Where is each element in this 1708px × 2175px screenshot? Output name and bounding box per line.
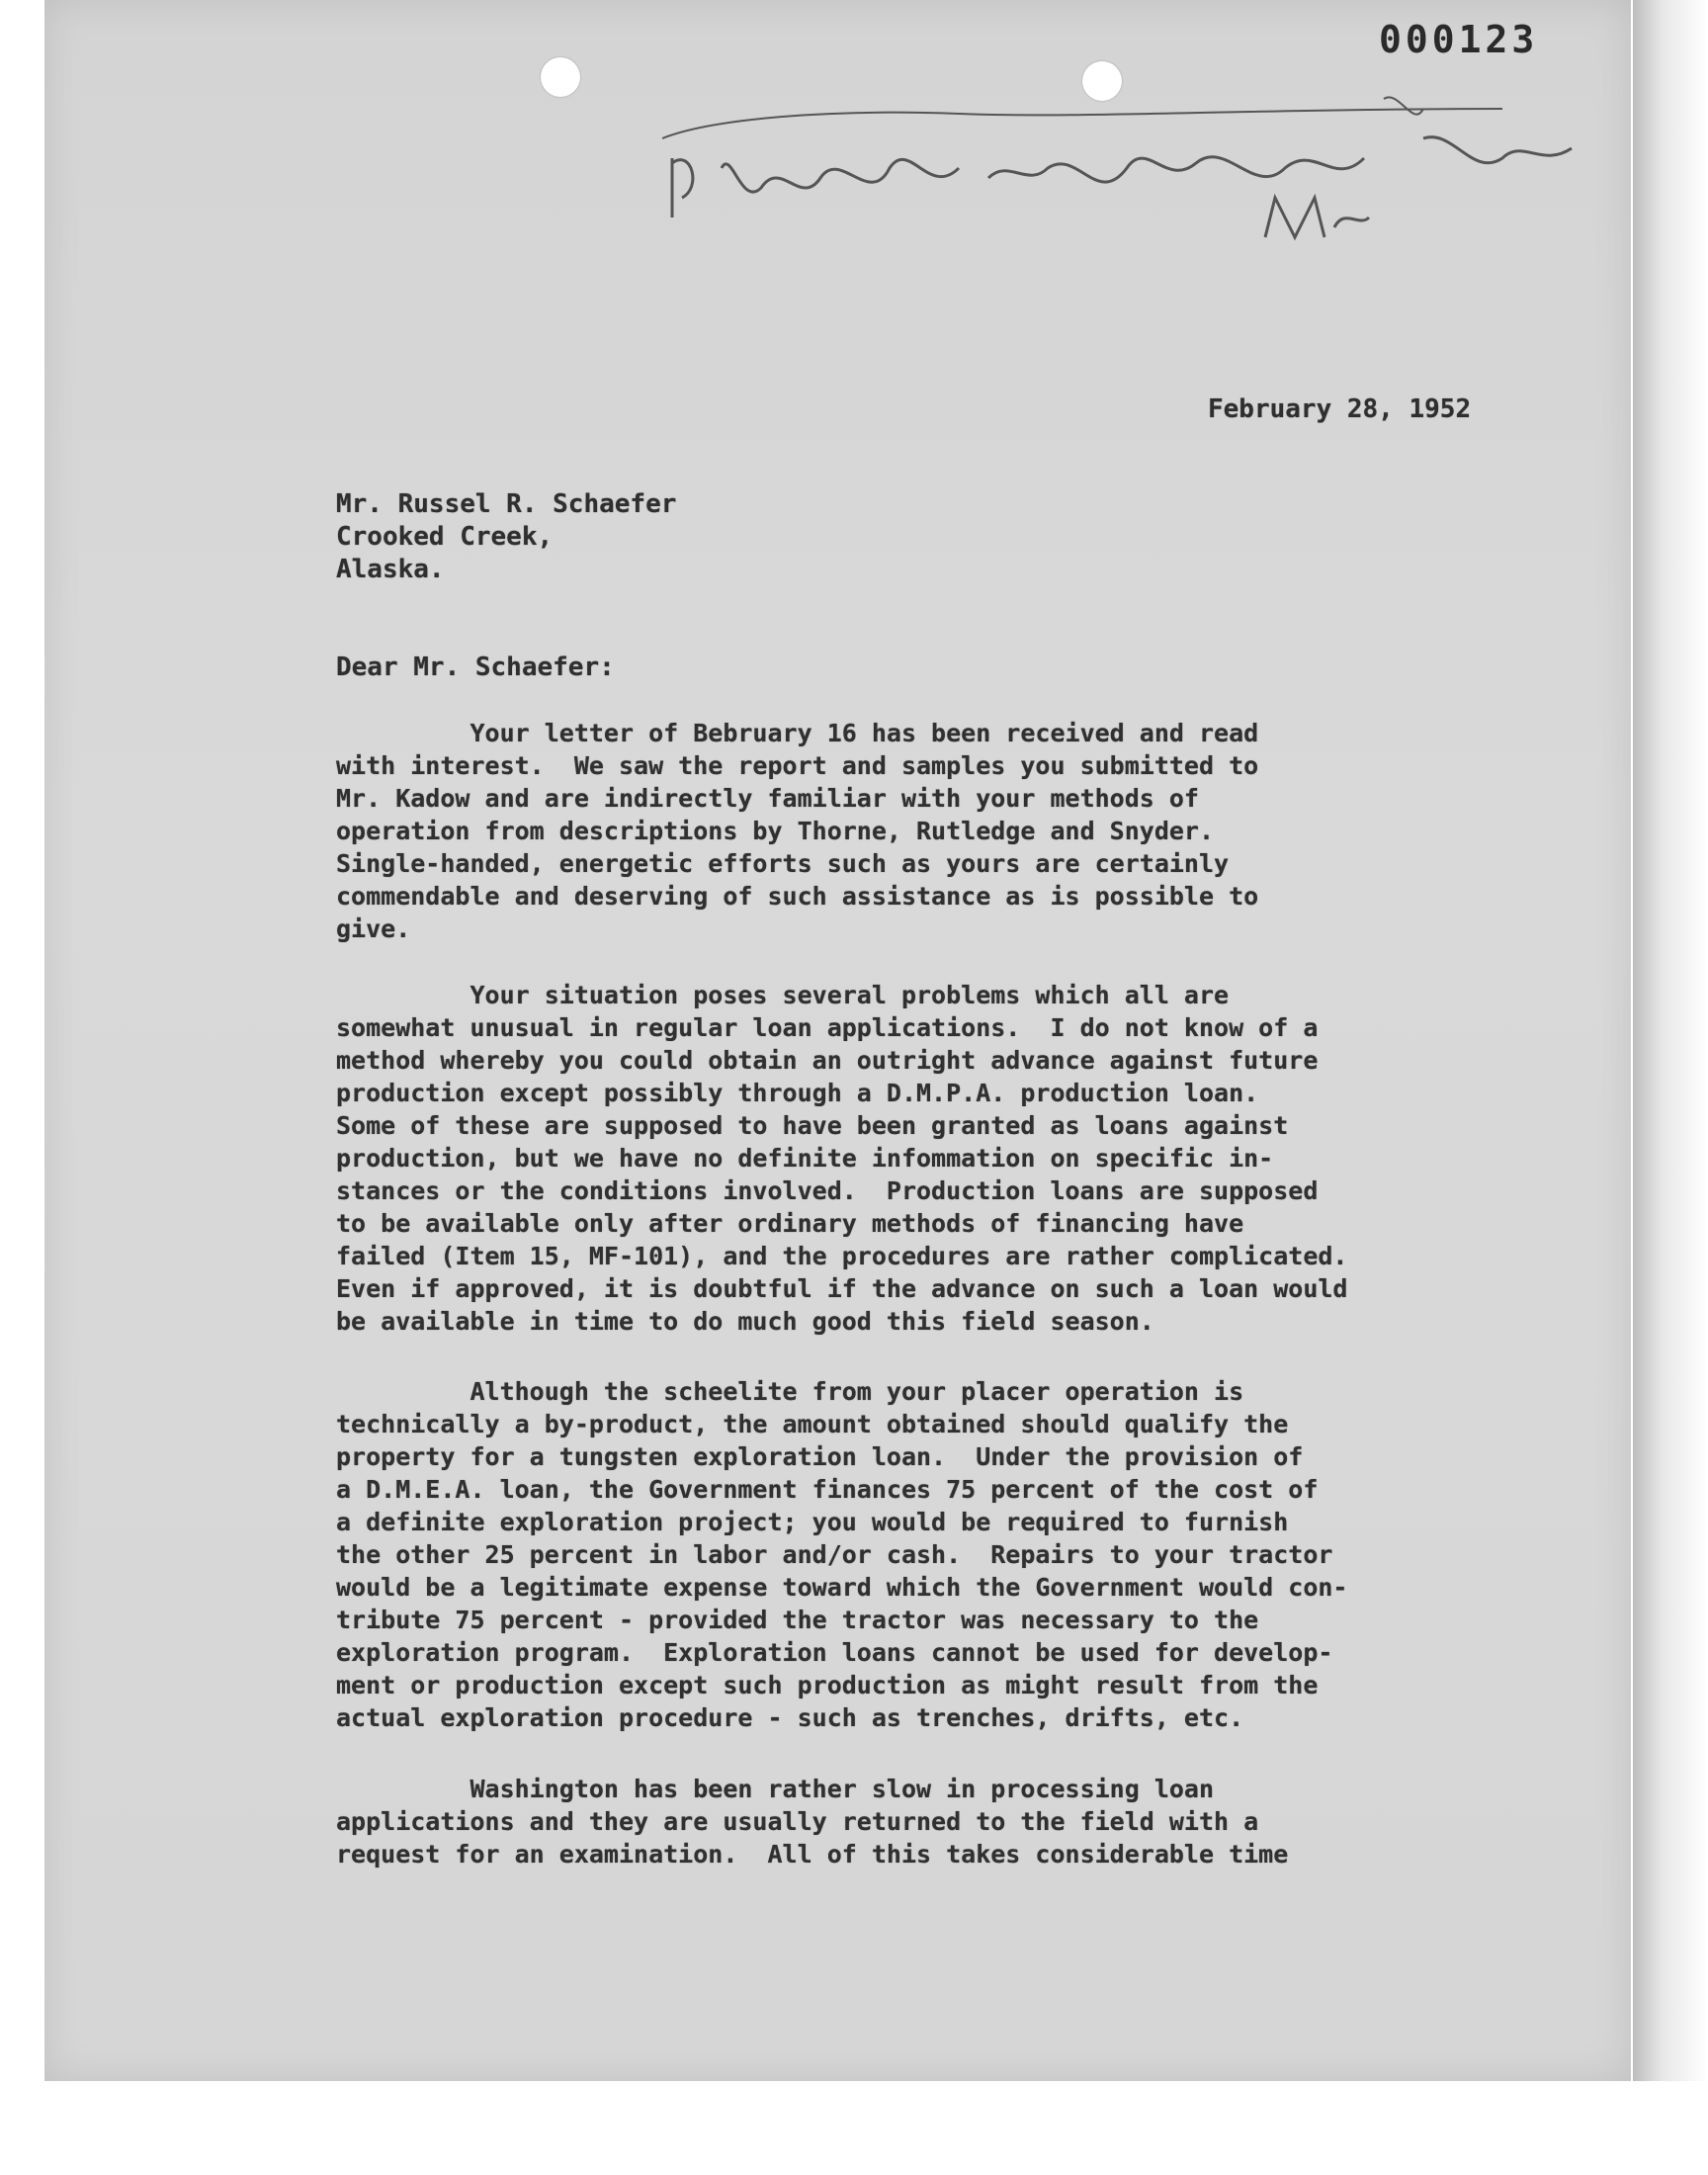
salutation: Dear Mr. Schaefer: [336,652,615,682]
text-line: somewhat unusual in regular loan applications. I do not know of a [336,1013,1319,1042]
text-line: Some of these are supposed to have been granted as loans against [336,1111,1289,1140]
document-number-stamp: 000123 [1379,18,1539,61]
page-edge-shadow [1633,0,1708,2081]
text-line: failed (Item 15, MF-101), and the procedures are rather complicated. [336,1242,1348,1270]
text-line: ment or production except such production as might result from the [336,1671,1319,1699]
text-line: Single-handed, energetic efforts such as yours are certainly [336,849,1230,878]
text-line: Mr. Kadow and are indirectly familiar with your methods of [336,784,1199,813]
punch-hole-left [541,57,580,97]
handwritten-annotation [633,69,1601,277]
text-line: a definite exploration project; you would be required to furnish [336,1508,1289,1536]
paragraph-2 [336,979,1463,1338]
text-line: production except possibly through a D.M.P.A. production loan. [336,1079,1259,1107]
text-line: Although the scheelite from your placer operation is [336,1377,1244,1406]
text-line: Washington has been rather slow in processing loan [336,1775,1215,1803]
text-line: method whereby you could obtain an outright advance against future [336,1046,1319,1075]
text-line: actual exploration procedure - such as trenches, drifts, etc. [336,1703,1244,1732]
paragraph-1 [336,717,1463,945]
text-line: stances or the conditions involved. Production loans are supposed [336,1176,1319,1205]
text-line: the other 25 percent in labor and/or cash. Repairs to your tractor [336,1540,1333,1569]
recipient-address-line: Alaska. [336,555,445,584]
text-line: give. [336,914,411,943]
text-line: tribute 75 percent - provided the tractor was necessary to the [336,1606,1259,1634]
paragraph-3 [336,1375,1463,1734]
letter-date: February 28, 1952 [1208,394,1472,424]
text-line: technically a by-product, the amount obtained should qualify the [336,1410,1289,1438]
text-line: Your letter of Bebruary 16 has been received and read [336,719,1259,747]
text-line: a D.M.E.A. loan, the Government finances 75 percent of the cost of [336,1475,1319,1504]
text-line: be available in time to do much good this field season. [336,1307,1154,1336]
text-line: operation from descriptions by Thorne, Rutledge and Snyder. [336,817,1215,845]
text-line: exploration program. Exploration loans cannot be used for develop- [336,1638,1333,1667]
text-line: would be a legitimate expense toward which the Government would con- [336,1573,1348,1602]
text-line: request for an examination. All of this takes considerable time [336,1840,1289,1869]
recipient-name: Mr. Russel R. Schaefer [336,489,677,519]
text-line: production, but we have no definite infommation on specific in- [336,1144,1274,1173]
text-line: property for a tungsten exploration loan. Under the provision of [336,1442,1304,1471]
text-line: Even if approved, it is doubtful if the advance on such a loan would [336,1274,1348,1303]
recipient-address-line: Crooked Creek, [336,522,554,552]
text-line: applications and they are usually returned to the field with a [336,1807,1259,1836]
scan-margin [0,2081,1708,2175]
text-line: with interest. We saw the report and samples you submitted to [336,751,1259,780]
paragraph-4 [336,1773,1463,1870]
text-line: to be available only after ordinary methods of financing have [336,1209,1244,1238]
text-line: commendable and deserving of such assistance as is possible to [336,882,1259,911]
text-line: Your situation poses several problems which all are [336,981,1230,1009]
